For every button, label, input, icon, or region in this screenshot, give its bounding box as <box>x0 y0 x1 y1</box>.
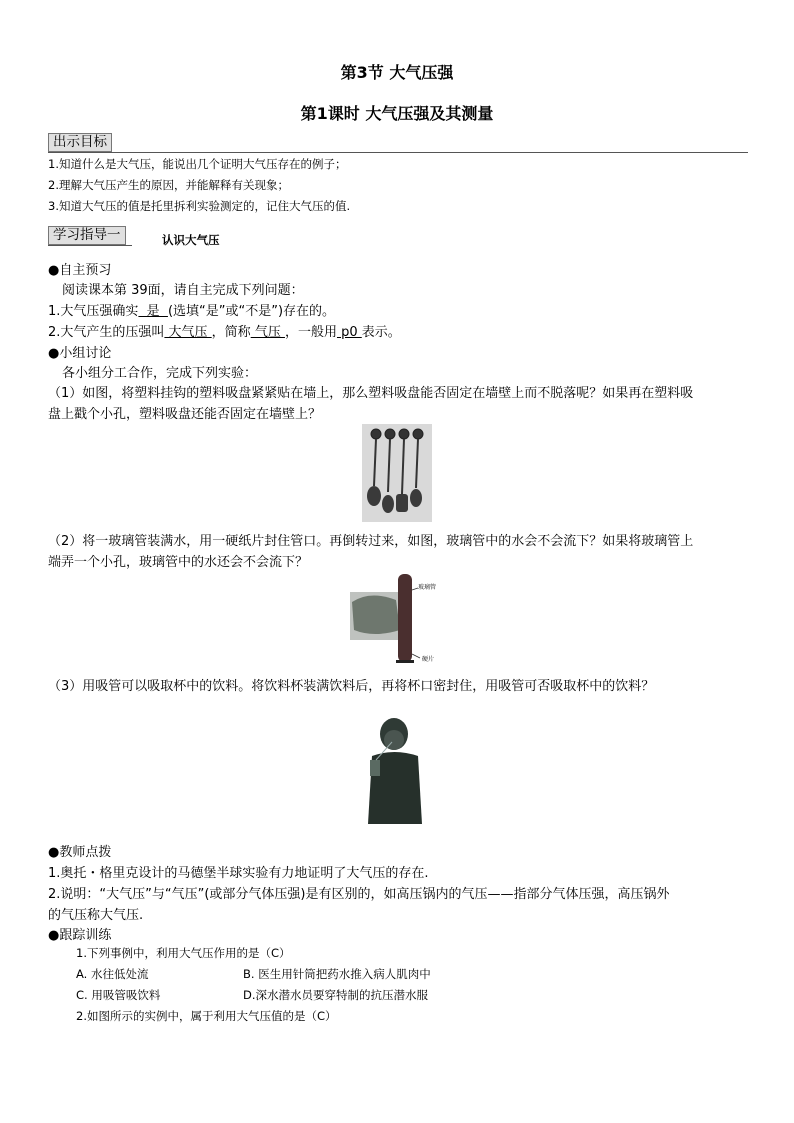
q2-answer-1: 大气压 <box>164 325 212 340</box>
practice-q1: 1.下列事例中，利用大气压作用的是（C） <box>76 946 291 960</box>
goals-divider <box>48 152 748 153</box>
guide-tag: 学习指导一 <box>48 226 126 245</box>
lesson-title: 第1课时 大气压强及其测量 <box>300 104 494 123</box>
teacher-point-2-line-1: 2.说明：“大气压”与“气压”(或部分气体压强)是有区别的，如高压锅内的气压——指部分气体压强，高压锅外 <box>48 887 670 902</box>
q1-suffix: (选填“是”或“不是”)存在的。 <box>167 304 336 319</box>
teacher-point-1: 1.奥托・格里克设计的马德堡半球实验有力地证明了大气压的存在. <box>48 866 429 881</box>
experiment-3-line-1: （3）用吸管可以吸取杯中的饮料。将饮料杯装满饮料后，再将杯口密封住，用吸管可否吸取杯中的饮料？ <box>48 679 655 694</box>
q2-mid-1: ，简称 <box>211 325 251 340</box>
q2-answer-2: 气压 <box>250 325 285 340</box>
practice-q2: 2.如图所示的实例中，属于利用大气压值的是（C） <box>76 1009 337 1023</box>
q2-mid-2: ，一般用 <box>284 325 337 340</box>
experiment-1-line-2: 盘上戳个小孔，塑料吸盘还能否固定在墙壁上？ <box>48 407 322 422</box>
suction-hooks-photo <box>362 424 432 522</box>
guide-divider <box>48 245 132 246</box>
practice-q1-option-c: C. 用吸管吸饮料 <box>76 988 161 1002</box>
child-straw-photo <box>362 716 432 824</box>
q2-suffix: 表示。 <box>361 325 401 340</box>
preview-q1 <box>48 300 335 319</box>
discussion-heading: ●小组讨论 <box>48 346 112 361</box>
goals-tag: 出示目标 <box>48 133 112 152</box>
q1-answer: 是 <box>138 304 168 319</box>
goal-item-3: 3.知道大气压的值是托里拆利实验测定的，记住大气压的值. <box>48 199 351 213</box>
teacher-point-2-line-2: 的气压称大气压. <box>48 908 144 923</box>
glass-tube-photo <box>350 572 444 666</box>
experiment-1-line-1: （1）如图，将塑料挂钩的塑料吸盘紧紧贴在墙上，那么塑料吸盘能否固定在墙壁上而不脱落呢？如果再在塑料吸 <box>48 386 694 401</box>
preview-intro: 阅读课本第 39面，请自主完成下列问题： <box>62 283 304 298</box>
section-title: 第3节 大气压强 <box>340 63 454 82</box>
practice-q1-option-d: D.深水潜水员要穿特制的抗压潜水服 <box>243 988 429 1002</box>
experiment-2-line-1: （2）将一玻璃管装满水，用一硬纸片封住管口。再倒转过来，如图，玻璃管中的水会不会流下？如果将玻璃管上 <box>48 534 694 549</box>
teacher-heading: ●教师点拨 <box>48 845 112 860</box>
tube-label: 玻璃管 <box>418 584 437 591</box>
practice-heading: ●跟踪训练 <box>48 928 112 943</box>
goal-item-2: 2.理解大气压产生的原因，并能解释有关现象； <box>48 178 289 192</box>
guide-subtitle: 认识大气压 <box>162 233 220 247</box>
q2-prefix: 2.大气产生的压强叫 <box>48 325 165 340</box>
q1-prefix: 1.大气压强确实 <box>48 304 139 319</box>
experiment-2-line-2: 端弄一个小孔，玻璃管中的水还会不会流下？ <box>48 555 309 570</box>
practice-q1-option-a: A. 水往低处流 <box>76 967 149 981</box>
practice-q1-option-b: B. 医生用针筒把药水推入病人肌肉中 <box>243 967 431 981</box>
preview-heading: ●自主预习 <box>48 263 112 278</box>
goal-item-1: 1.知道什么是大气压，能说出几个证明大气压存在的例子； <box>48 157 347 171</box>
preview-q2 <box>48 321 401 340</box>
card-label: 硬片 <box>422 656 435 663</box>
q2-answer-3: p0 <box>336 325 362 340</box>
discussion-intro: 各小组分工合作，完成下列实验： <box>62 366 258 381</box>
